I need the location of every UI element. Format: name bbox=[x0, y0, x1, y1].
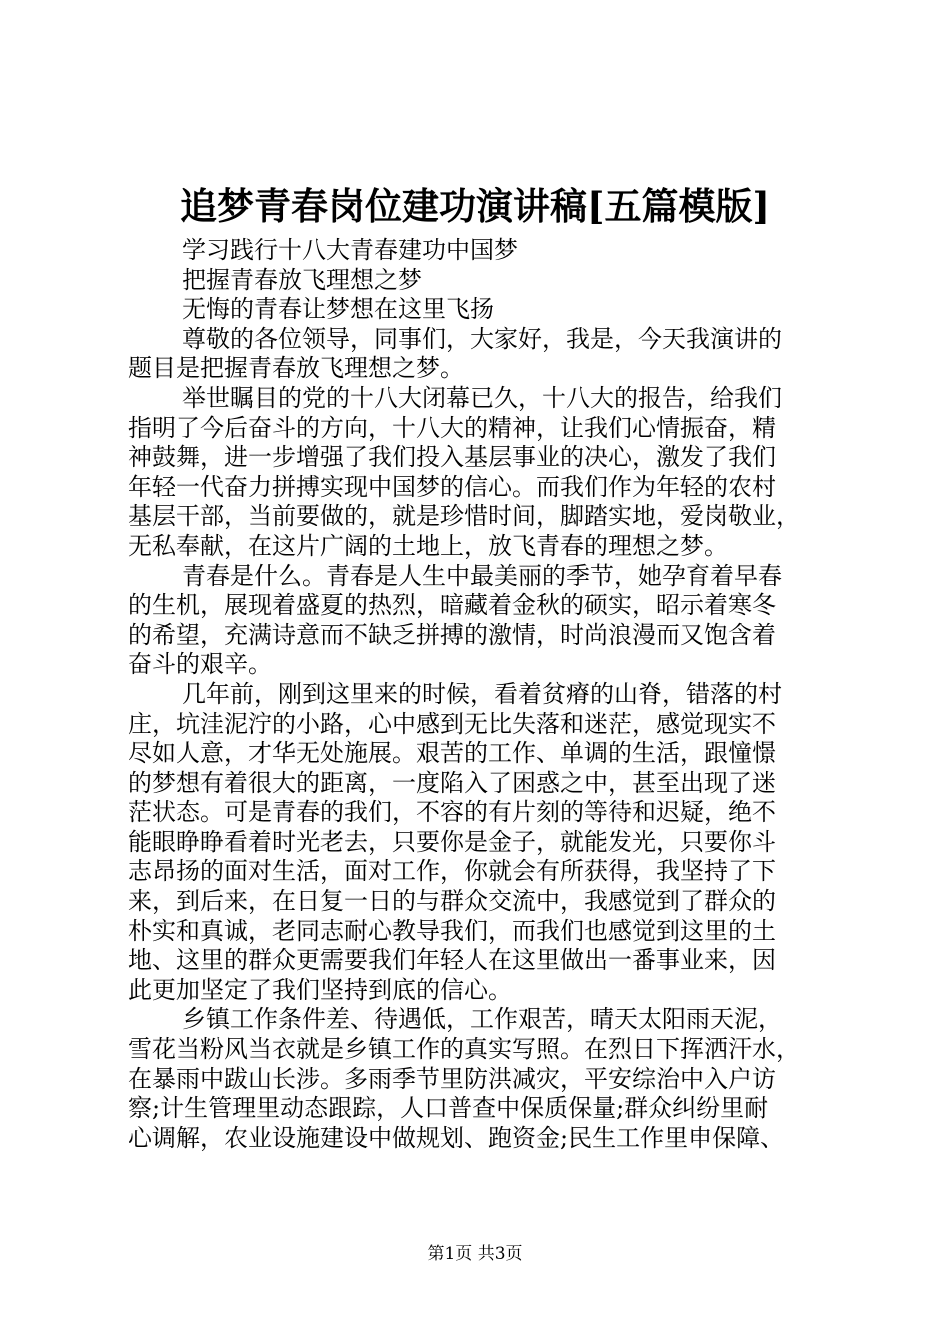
paragraph-line: 指明了今后奋斗的方向，十八大的精神，让我们心情振奋，精 bbox=[128, 413, 776, 442]
paragraph-line: 能眼睁睁看着时光老去，只要你是金子，就能发光，只要你斗 bbox=[128, 827, 776, 856]
paragraph-line: 举世瞩目的党的十八大闭幕已久，十八大的报告，给我们 bbox=[182, 383, 782, 412]
paragraph-line: 乡镇工作条件差、待遇低，工作艰苦，晴天太阳雨天泥， bbox=[182, 1005, 782, 1034]
paragraph-line: 的梦想有着很大的距离，一度陷入了困惑之中，甚至出现了迷 bbox=[128, 768, 776, 797]
paragraph-line: 题目是把握青春放飞理想之梦。 bbox=[128, 354, 464, 383]
paragraph-line: 的希望，充满诗意而不缺乏拼搏的激情，时尚浪漫而又饱含着 bbox=[128, 620, 776, 649]
subtitle-line: 把握青春放飞理想之梦 bbox=[182, 265, 422, 294]
document-title: 追梦青春岗位建功演讲稿[五篇模版] bbox=[179, 184, 770, 228]
subtitle-line: 学习践行十八大青春建功中国梦 bbox=[182, 236, 518, 264]
paragraph-line: 年轻一代奋力拼搏实现中国梦的信心。而我们作为年轻的农村 bbox=[128, 472, 776, 501]
paragraph-line: 心调解，农业设施建设中做规划、跑资金;民生工作里申保障、 bbox=[128, 1123, 785, 1152]
paragraph-line: 奋斗的艰辛。 bbox=[128, 650, 272, 679]
paragraph-line: 地、这里的群众更需要我们年轻人在这里做出一番事业来，因 bbox=[128, 946, 776, 975]
paragraph-line: 雪花当粉风当衣就是乡镇工作的真实写照。在烈日下挥洒汗水， bbox=[128, 1035, 800, 1064]
paragraph-line: 尊敬的各位领导，同事们，大家好，我是，今天我演讲的 bbox=[182, 324, 782, 353]
paragraph-line: 志昂扬的面对生活，面对工作，你就会有所获得，我坚持了下 bbox=[128, 857, 776, 886]
paragraph-line: 此更加坚定了我们坚持到底的信心。 bbox=[128, 975, 512, 1004]
paragraph-line: 神鼓舞，进一步增强了我们投入基层事业的决心，激发了我们 bbox=[128, 443, 776, 472]
document-body bbox=[128, 236, 840, 1153]
paragraph-line: 的生机，展现着盛夏的热烈，暗藏着金秋的硕实，昭示着寒冬 bbox=[128, 591, 776, 620]
paragraph-line: 青春是什么。青春是人生中最美丽的季节，她孕育着早春 bbox=[182, 561, 782, 590]
paragraph-line: 庄，坑洼泥泞的小路，心中感到无比失落和迷茫，感觉现实不 bbox=[128, 709, 776, 738]
paragraph-line: 无私奉献，在这片广阔的土地上，放飞青春的理想之梦。 bbox=[128, 531, 728, 560]
paragraph-line: 基层干部，当前要做的，就是珍惜时间，脚踏实地，爱岗敬业， bbox=[128, 502, 800, 531]
paragraph-line: 在暴雨中跋山长涉。多雨季节里防洪减灾，平安综治中入户访 bbox=[128, 1064, 776, 1093]
subtitle-line: 无悔的青春让梦想在这里飞扬 bbox=[182, 295, 494, 324]
paragraph-line: 几年前，刚到这里来的时候，看着贫瘠的山脊，错落的村 bbox=[182, 679, 782, 708]
paragraph-line: 茫状态。可是青春的我们，不容的有片刻的等待和迟疑，绝不 bbox=[128, 798, 776, 827]
paragraph-line: 来，到后来，在日复一日的与群众交流中，我感觉到了群众的 bbox=[128, 887, 776, 916]
paragraph-line: 朴实和真诚，老同志耐心教导我们，而我们也感觉到这里的土 bbox=[128, 916, 776, 945]
page-footer: 第1页 共3页 bbox=[427, 1244, 523, 1264]
paragraph-line: 尽如人意，才华无处施展。艰苦的工作、单调的生活，跟憧憬 bbox=[128, 739, 776, 768]
paragraph-line: 察;计生管理里动态跟踪，人口普查中保质保量;群众纠纷里耐 bbox=[128, 1094, 769, 1123]
